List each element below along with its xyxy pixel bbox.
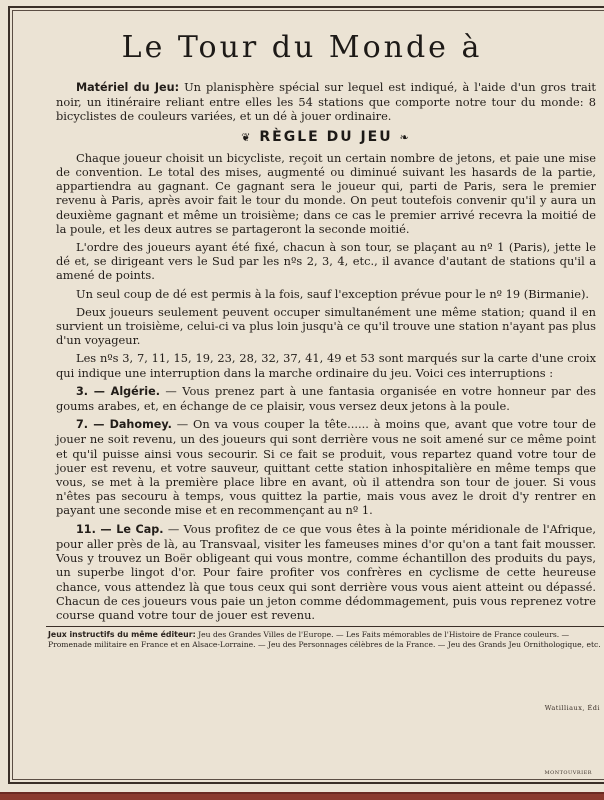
ornament-right-icon: ❧ bbox=[399, 130, 411, 144]
materiel-label: Matériel du Jeu: bbox=[76, 81, 180, 94]
station-label: 11. — Le Cap. bbox=[76, 522, 164, 536]
page-title: Le Tour du Monde à bbox=[121, 30, 483, 65]
station-le-cap bbox=[56, 522, 596, 622]
materiel-paragraph bbox=[56, 80, 596, 124]
printer-mark: MONTOUVRIER bbox=[544, 770, 592, 776]
station-label: 7. — Dahomey. bbox=[76, 418, 172, 432]
rules-heading-text: RÈGLE DU JEU bbox=[259, 128, 393, 145]
station-algerie bbox=[56, 384, 596, 413]
ornament-left-icon: ❦ bbox=[241, 130, 253, 144]
station-text: — Vous prenez part à une fantasia organisée en votre honneur par des goums arabes, et, en échange de ce plaisir, vous versez deux jetons à la poule. bbox=[56, 383, 596, 414]
publisher-signature: Watilliaux, Édi bbox=[544, 704, 600, 712]
station-text: — Vous profitez de ce que vous êtes à la pointe méridionale de l'Afrique, pour aller près de là, au Transvaal, visiter les fameuses mines d'or qu'on a tant fait mousser. Vous y trouvez un Boër obligeant qui vous montre, comme échantillon des produits du pays, un superbe lingot d'or. Pour faire profiter vos confrères en cyclisme de cette heureuse chance, vous attendez là que tous ceux qui sont derrière vous vous aient atteint ou dépassé. Chacun de ces joueurs vous paie un jeton comme dédommagement, puis vous reprenez votre course quand votre tour de jouer est revenu. bbox=[56, 521, 596, 622]
rule-paragraph: Les nºs 3, 7, 11, 15, 19, 23, 28, 32, 37, 41, 49 et 53 sont marqués sur la carte d'une croix qui indique une interruption dans la marche ordinaire du jeu. Voici ces interruptions : bbox=[56, 351, 596, 380]
rules-content bbox=[48, 80, 601, 649]
station-label: 3. — Algérie. bbox=[76, 384, 160, 398]
publisher-footer bbox=[48, 630, 604, 649]
footer-text: Jeu des Grandes Villes de l'Europe. — Les Faits mémorables de l'Histoire de France couleurs. — Promenade militaire en France et en Alsace-Lorraine. — Jeu des Personnages célèbres de la France. — Jeu des Grands Jeu Ornithologique, etc. bbox=[48, 630, 601, 649]
footer-divider bbox=[46, 626, 604, 627]
footer-label: Jeux instructifs du même éditeur: bbox=[48, 630, 196, 640]
materiel-text: Un planisphère spécial sur lequel est indiqué, à l'aide d'un gros trait noir, un itinéraire reliant entre elles les 54 stations que comporte notre tour du monde: 8 bicyclistes de couleurs variées, et un dé à jouer ordinaire. bbox=[56, 80, 596, 124]
rules-heading bbox=[56, 130, 596, 145]
rule-paragraph: Un seul coup de dé est permis à la fois, sauf l'exception prévue pour le nº 19 (Birmanie). bbox=[76, 286, 590, 301]
rule-paragraph: Deux joueurs seulement peuvent occuper simultanément une même station; quand il en survient un troisième, celui-ci va plus loin jusqu'à ce qu'il trouve une station n'ayant pas plus d'un voyageur. bbox=[56, 304, 596, 348]
rule-paragraph: Chaque joueur choisit un bicycliste, reçoit un certain nombre de jetons, et paie une mise de convention. Le total des mises, augmenté ou diminué suivant les hasards de la partie, appartiendra au gagnant. Ce gagnant sera le joueur qui, parti de Paris, sera le premier revenu à Paris, après avoir fait le tour du monde. On peut toutefois convenir qu'il y aura un deuxième gagnant et même un troisième; dans ce cas le premier arrivé recevra la moitié de la poule, et les deux autres se partageront la seconde moitié. bbox=[56, 150, 596, 236]
station-text: — On va vous couper la tête...... à moins que, avant que votre tour de jouer ne soit revenu, un des joueurs qui sont derrière vous ne soit amené sur ce même point et qu'il puisse ainsi vous secourir. Si ce fait se produit, vous repartez quand votre tour de jouer est revenu, et votre sauveur, quittant cette station inhospitalière en même temps que vous, se met à la première place libre en avant, où il attendra son tour de jouer. Si vous n'êtes pas secouru à temps, vous quittez la partie, mais vous avez le droit d'y rentrer en payant une seconde mise et en recommençant au nº 1. bbox=[56, 417, 596, 518]
station-dahomey bbox=[56, 417, 596, 517]
rule-paragraph: L'ordre des joueurs ayant été fixé, chacun à son tour, se plaçant au nº 1 (Paris), jette le dé et, se dirigeant vers le Sud par les nºs 2, 3, 4, etc., il avance d'autant de stations qu'il a amené de points. bbox=[56, 240, 596, 283]
